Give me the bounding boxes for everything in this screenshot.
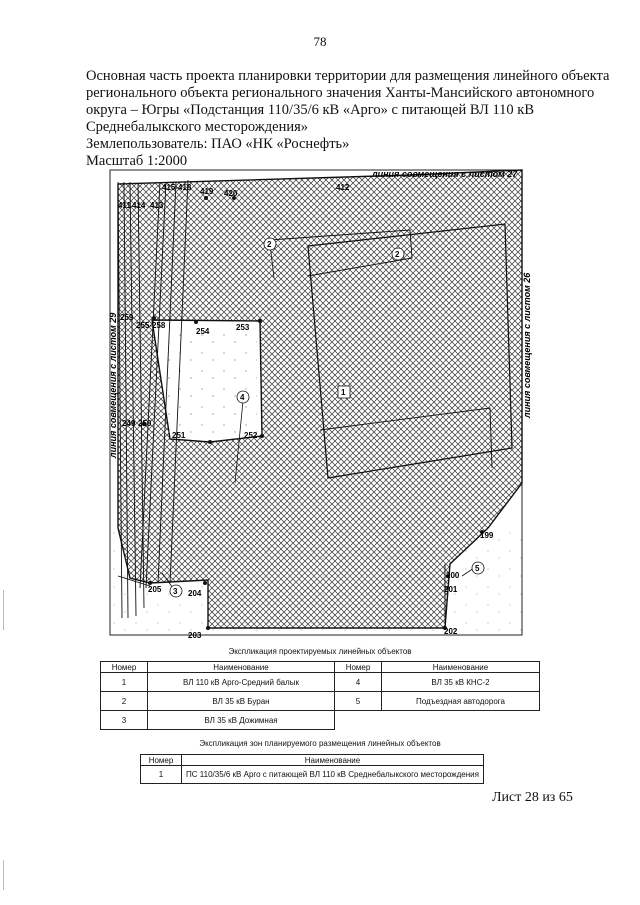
table-cell: 1 (141, 766, 182, 784)
svg-text:2: 2 (395, 250, 400, 259)
table-cell: ВЛ 35 кВ КНС-2 (382, 673, 540, 692)
table-row (101, 673, 540, 692)
site-plan-map (110, 168, 530, 638)
svg-text:4: 4 (240, 393, 245, 402)
junction-caption-top: линия совмещения с листом 27 (372, 169, 518, 179)
point-label: 199 (480, 531, 494, 540)
object-marker-1 (338, 386, 350, 398)
column-header: Номер (141, 755, 182, 766)
point-label: 203 (188, 631, 202, 640)
object-marker-5 (472, 562, 484, 574)
junction-caption-left: линия совмещения с листом 29 (108, 312, 118, 458)
linear-objects-title: Экспликация проектируемых линейных объектов (228, 647, 412, 656)
scale-line: Масштаб 1:2000 (86, 153, 188, 169)
table-cell: 2 (101, 692, 148, 711)
table-row (101, 692, 540, 711)
point-label: 411 (118, 201, 131, 210)
object-marker-2 (264, 238, 276, 250)
table-row (141, 766, 484, 784)
table-cell: Подъездная автодорога (382, 692, 540, 711)
zones-title: Экспликация зон планируемого размещения линейных объектов (199, 739, 441, 748)
point-label: 202 (444, 627, 458, 636)
table-cell: ПС 110/35/6 кВ Арго с питающей ВЛ 110 кВ Среднебалыкского месторождения (182, 766, 484, 784)
point-label: 200 (446, 571, 460, 580)
land-user-line: Землепользователь: ПАО «НК «Роснефть» (86, 136, 350, 152)
inner-parcel-texture (162, 328, 257, 433)
table-cell: 4 (335, 673, 382, 692)
header-line: Среднебалыкского месторождения» (86, 119, 309, 135)
point-label: 419 (200, 187, 214, 196)
point-label: 420 (224, 189, 238, 198)
object-marker-3 (170, 585, 182, 597)
document-header (86, 68, 610, 170)
point-label: 252 (244, 431, 258, 440)
table-cell: 1 (101, 673, 148, 692)
object-marker-4 (237, 391, 249, 403)
column-header: Наименование (182, 755, 484, 766)
svg-text:3: 3 (173, 587, 178, 596)
column-header: Номер (335, 662, 382, 673)
point-label: 253 (236, 323, 250, 332)
point-label: 259 (120, 313, 134, 322)
svg-text:2: 2 (267, 240, 272, 249)
header-line: регионального объекта регионального значения Ханты-Мансийского автономного (86, 85, 595, 101)
table-row (101, 711, 540, 730)
point-label: 415-418 (162, 183, 192, 192)
header-line: Основная часть проекта планировки территории для размещения линейного объекта (86, 68, 610, 84)
point-label: 205 (148, 585, 162, 594)
svg-text:5: 5 (475, 564, 480, 573)
table-cell: ВЛ 35 кВ Буран (148, 692, 335, 711)
point-label: 204 (188, 589, 202, 598)
svg-text:1: 1 (341, 388, 346, 397)
sheet-counter: Лист 28 из 65 (492, 790, 573, 805)
point-label: 201 (444, 585, 458, 594)
table-cell: 5 (335, 692, 382, 711)
point-label: 414 (132, 201, 146, 210)
column-header: Наименование (382, 662, 540, 673)
junction-caption-right: линия совмещения с листом 26 (522, 272, 532, 418)
point-label: 413 (150, 201, 164, 210)
table-cell: 3 (101, 711, 148, 730)
scan-edge-mark (3, 590, 4, 630)
linear-objects-table (100, 661, 540, 730)
header-line: округа – Югры «Подстанция 110/35/6 кВ «Арго» с питающей ВЛ 110 кВ (86, 102, 534, 118)
zones-table (140, 754, 484, 784)
point-label: 250 (138, 419, 152, 428)
table-cell: ВЛ 110 кВ Арго-Средний балык (148, 673, 335, 692)
page-number: 78 (313, 34, 327, 49)
point-label: 412 (336, 183, 350, 192)
column-header: Наименование (148, 662, 335, 673)
point-label: 249 (122, 419, 136, 428)
point-label: 254 (196, 327, 210, 336)
object-marker-2 (392, 248, 404, 260)
point-label: 255-258 (136, 321, 166, 330)
column-header: Номер (101, 662, 148, 673)
point-label: 251 (172, 431, 186, 440)
table-cell: ВЛ 35 кВ Дожимная (148, 711, 335, 730)
scan-edge-mark (3, 860, 4, 890)
